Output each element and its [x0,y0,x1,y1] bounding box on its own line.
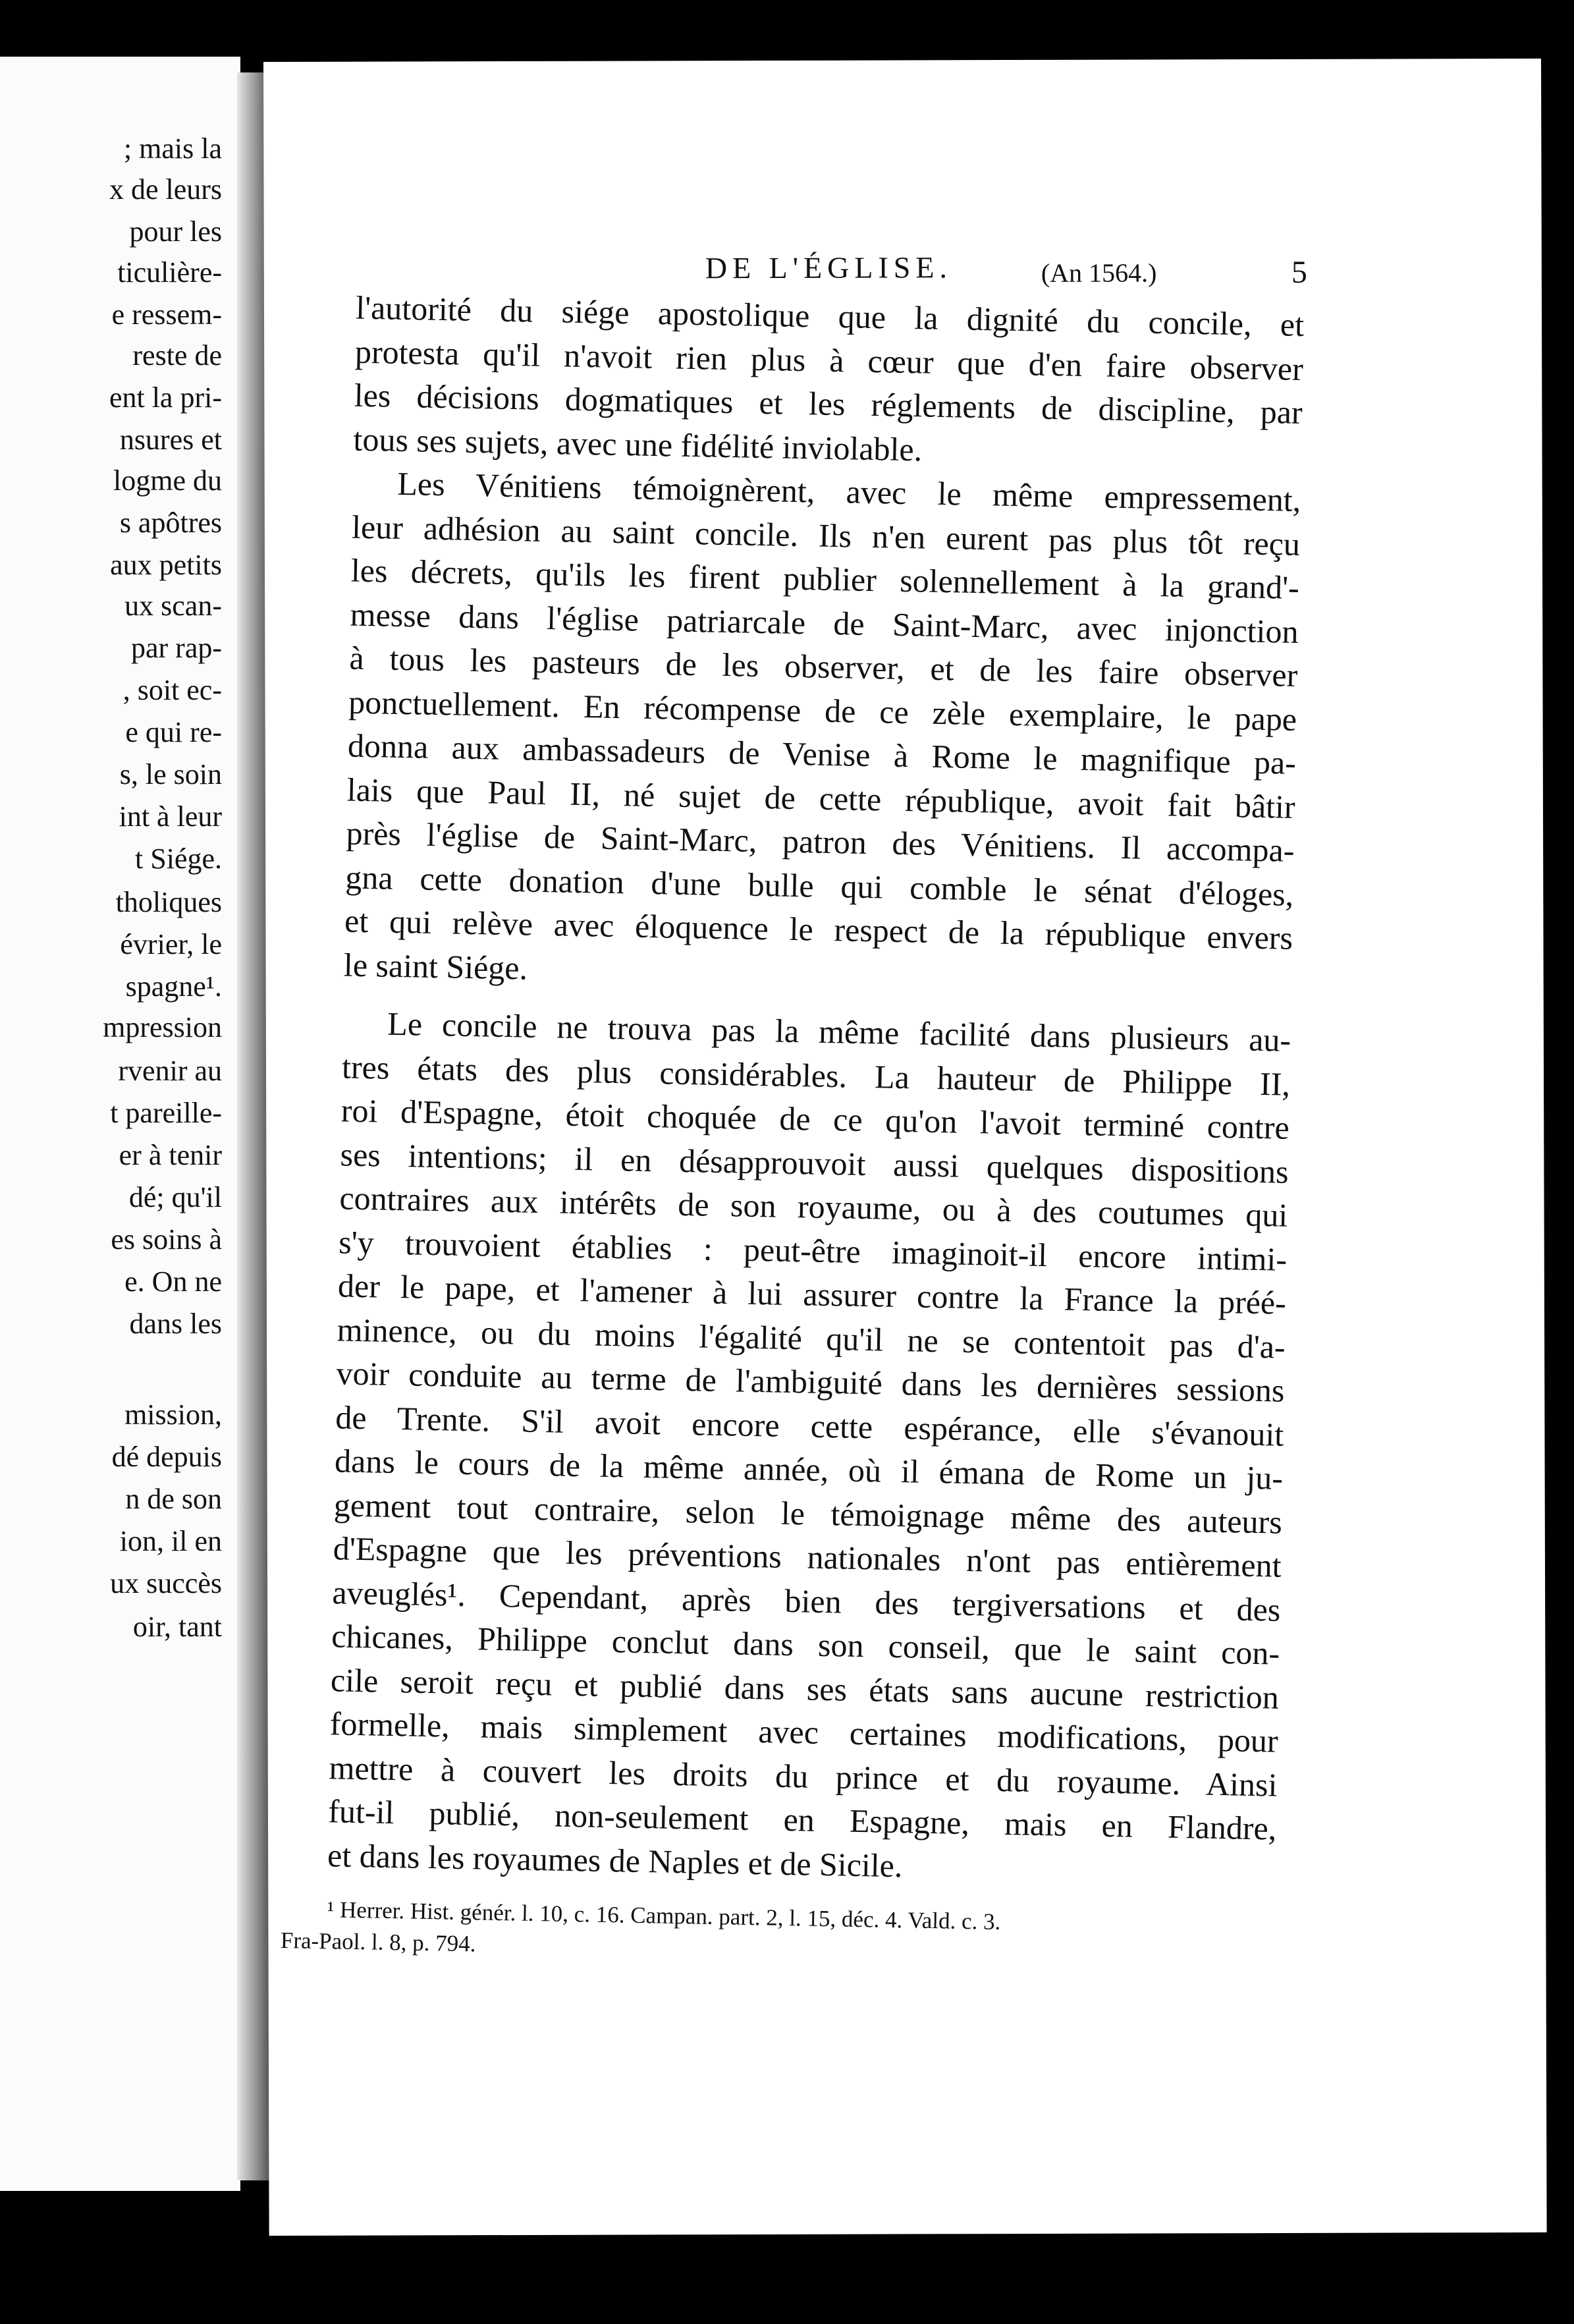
left-page-line: pour les [129,215,222,248]
text-line: minence, ou du moins l'égalité qu'il ne se contentoit pas d'a- [337,1310,1286,1366]
left-page-line: s, le soin [119,758,222,790]
left-page-line: ; mais la [123,132,222,165]
text-line: Le concile ne trouva pas la même facilité dans plusieurs au- [387,1005,1291,1059]
left-page-line: spagne¹. [125,970,222,1003]
left-page-line: e. On ne [124,1265,222,1298]
text-line: donna aux ambassadeurs de Venise à Rome le magnifique pa- [347,727,1297,781]
left-page-line: par rap- [130,632,222,664]
left-page-line: int à leur [119,800,222,833]
text-line: et qui relève avec éloquence le respect de la république envers [344,902,1293,956]
left-page-line: rvenir au [118,1055,222,1087]
left-page-line: nsures et [119,424,222,456]
left-page-line: dé; qu'il [128,1181,222,1213]
text-line: lais que Paul II, né sujet de cette république, avoit fait bâtir [346,771,1296,825]
left-page-line: es soins à [111,1223,222,1256]
text-line: chicanes, Philippe conclut dans son conseil, que le saint con- [331,1617,1280,1672]
text-line: tres états des plus considérables. La hauteur de Philippe II, [341,1047,1291,1103]
text-line: aveuglés¹. Cependant, après bien des tergiversations et des [332,1573,1281,1628]
text-line: formelle, mais simplement avec certaines modifications, pour [329,1705,1279,1759]
page-number: 5 [1291,254,1307,290]
text-line: les décrets, qu'ils les firent publier solennellement à la grand'- [350,551,1300,606]
text-line: gement tout contraire, selon le témoignage même des auteurs [333,1485,1283,1541]
text-line: leur adhésion au saint concile. Ils n'en eurent pas plus tôt reçu [351,508,1301,563]
left-page-line: logme du [113,464,222,497]
text-line: roi d'Espagne, étoit choquée de ce qu'on l'avoit terminé contre [340,1092,1290,1146]
text-line: ponctuellement. En récompense de ce zèle exemplaire, le pape [348,683,1297,738]
footnotes [281,1893,1257,1974]
left-page-line: évrier, le [120,928,222,960]
left-page-line: ent la pri- [109,381,222,414]
text-line: dans le cours de la même année, où il émana de Rome un ju- [334,1442,1284,1497]
left-page-line: , soit ec- [122,674,222,706]
running-head: DE L'ÉGLISE. [705,250,953,285]
left-page-line: oir, tant [132,1611,222,1643]
left-page [0,57,240,2191]
left-page-line: n de son [125,1483,222,1515]
left-page-line: ux succès [110,1567,222,1599]
text-line: les décisions dogmatiques et les réglements de discipline, par [354,376,1303,431]
left-page-line: dans les [129,1308,222,1340]
running-year: (An 1564.) [1041,258,1157,288]
left-page-line: mpression [103,1011,222,1043]
text-line: cile seroit reçu et publié dans ses états sans aucune restriction [330,1661,1280,1716]
text-line: à tous les pasteurs de les observer, et de les faire observer [349,639,1298,694]
right-page [263,59,1547,2236]
left-page-line: s apôtres [119,507,222,539]
text-line: messe dans l'église patriarcale de Saint-Marc, avec injonction [350,595,1299,650]
left-page-line: ux scan- [124,590,222,622]
text-line: et dans les royaumes de Naples et de Sicile. [327,1836,903,1884]
text-line: voir conduite au terme de l'ambiguité dans les dernières sessions [336,1354,1285,1409]
text-line: tous ses sujets, avec une fidélité inviolable. [353,420,923,468]
text-line: le saint Siége. [343,945,528,987]
text-line: l'autorité du siége apostolique que la dignité du concile, et [355,289,1305,344]
left-page-line: t pareille- [110,1097,222,1129]
footnote-line: ¹ Herrer. Hist. génér. l. 10, c. 16. Campan. part. 2, l. 15, déc. 4. Vald. c. 3. [327,1896,1001,1935]
text-line: der le pape, et l'amener à lui assurer contre la France la préé- [337,1267,1287,1321]
left-page-line: e ressem- [111,298,222,331]
text-line: mettre à couvert les droits du prince et du royaume. Ainsi [329,1748,1278,1804]
text-line: s'y trouvoient établies : peut-être imaginoit-il encore intimi- [338,1223,1288,1278]
left-page-line: tholiques [115,886,222,918]
text-line: fut-il publié, non-seulement en Espagne, mais en Flandre, [327,1792,1277,1847]
body-text [327,286,1305,1895]
footnote-line: Fra-Paol. l. 8, p. 794. [280,1927,476,1957]
left-page-line: t Siége. [135,843,222,875]
left-page-line: aux petits [110,549,222,581]
text-line: ses intentions; il en désapprouvoit aussi quelques dispositions [340,1135,1289,1190]
left-page-line: ticulière- [117,256,222,289]
left-page-line: e qui re- [125,716,222,748]
text-line: protesta qu'il n'avoit rien plus à cœur que d'en faire observer [354,333,1304,387]
left-page-line: reste de [132,339,222,372]
text-line: d'Espagne que les préventions nationales n'ont pas entièrement [333,1530,1282,1584]
text-line: de Trente. S'il avoit encore cette espérance, elle s'évanouit [335,1398,1284,1453]
left-page-line: ion, il en [119,1525,222,1557]
left-page-line: er à tenir [119,1139,222,1171]
left-page-line: dé depuis [111,1441,222,1473]
left-page-line: mission, [124,1398,222,1431]
text-line: Les Vénitiens témoignèrent, avec le même empressement, [396,464,1301,518]
text-line: gna cette donation d'une bulle qui comble le sénat d'éloges, [344,858,1294,913]
text-line: contraires aux intérêts de son royaume, ou à des coutumes qui [339,1179,1288,1234]
left-page-line: x de leurs [109,173,222,206]
text-line: près l'église de Saint-Marc, patron des Vénitiens. Il accompa- [346,814,1295,869]
